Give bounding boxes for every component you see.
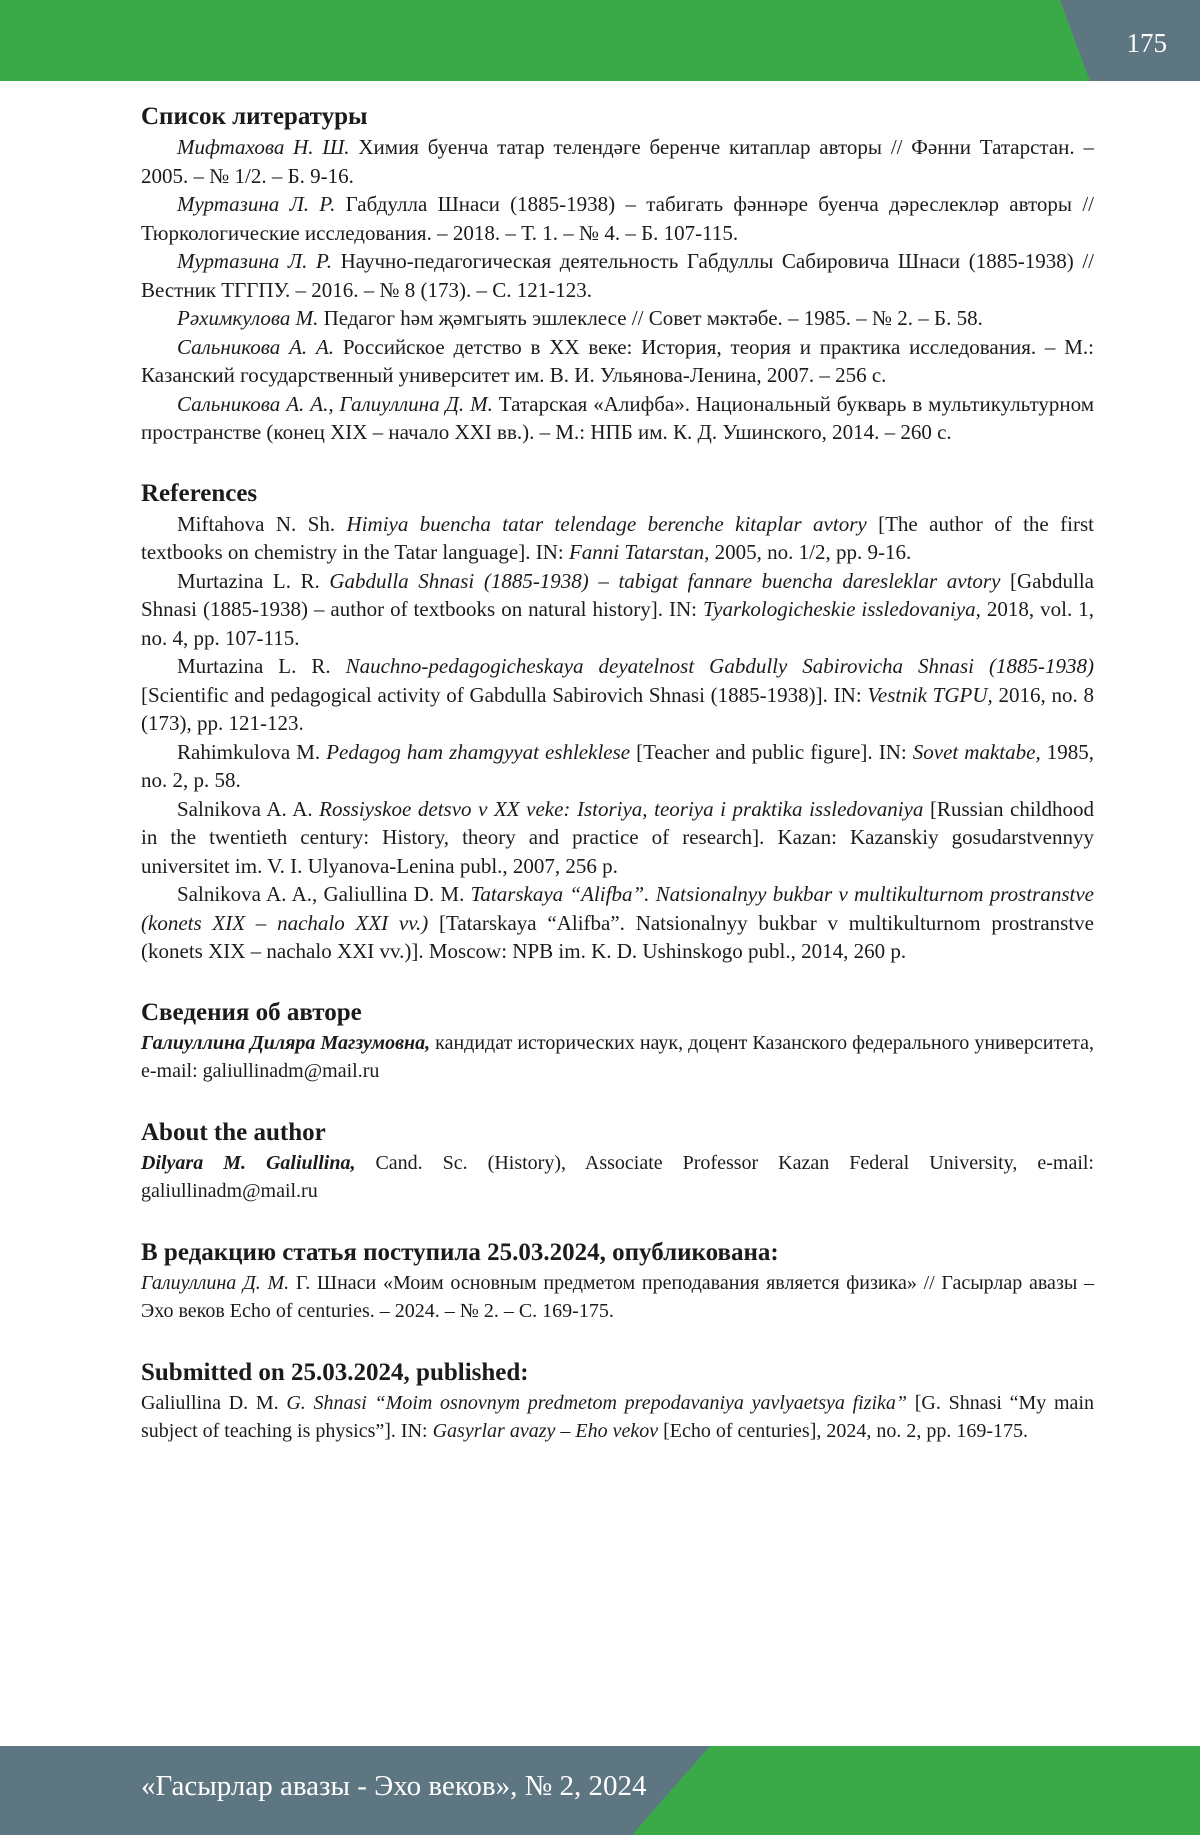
list-item: Salnikova A. A. Rossiyskoe detsvo v XX veke: Istoriya, teoriya i praktika issledovaniya [Russian childhood in the twentieth century: History, theory and practice of research]. Kazan: Kazanskiy gosudarstvennyy universitet im. V. I. Ulyanova-Lenina publ., 2007, 256 p. (141, 796, 1094, 878)
list-item: Rahimkulova M. Pedagog ham zhamgyyat eshleklese [Teacher and public figure]. IN: Sovet maktabe, 1985, no. 2, p. 58. (141, 739, 1095, 792)
header-bar (0, 0, 1200, 81)
citation-en: Galiullina D. M. G. Shnasi “Moim osnovnym predmetom prepodavaniya yavlyaetsya fizika” [G. Shnasi “My main subject of teaching is physics”]. IN: Gasyrlar avazy – Eho vekov [Echo of centuries], 2024, no. 2, pp. 169-175. (141, 1391, 1094, 1442)
references-en (141, 477, 1094, 966)
references-ru (141, 100, 1094, 447)
list-item: Сальникова А. А., Галиуллина Д. М. Татарская «Алифба». Национальный букварь в мультикультурном пространстве (конец XIX – начало XXI вв.). – М.: НПБ им. К. Д. Ушинского, 2014. – 260 с. (141, 391, 1094, 444)
list-item: Miftahova N. Sh. Himiya buencha tatar telendage berenche kitaplar avtory [The author of the first textbooks on chemistry in the Tatar language]. IN: Fanni Tatarstan, 2005, no. 1/2, pp. 9-16. (141, 511, 1094, 564)
list-item: Murtazina L. R. Gabdulla Shnasi (1885-1938) – tabigat fannare buencha daresleklar avtory [Gabdulla Shnasi (1885-1938) – author of textbooks on natural history]. IN: Tyarkologicheskie issledovaniya, 2018, vol. 1, no. 4, pp. 107-115. (141, 568, 1094, 650)
list-item: Муртазина Л. Р. Габдулла Шнаси (1885-1938) – табигать фәннәре буенча дәреслекләр авторы // Тюркологические исследования. – 2018. – Т. 1. – № 4. – Б. 107-115. (141, 192, 1094, 245)
author-info-en (141, 1116, 1094, 1206)
page-content (141, 100, 1094, 1446)
author-info-ru-title: Сведения об авторе (141, 998, 362, 1026)
list-item: Муртазина Л. Р. Научно-педагогическая деятельность Габдуллы Сабировича Шнаси (1885-1938) // Вестник ТГГПУ. – 2016. – № 8 (173). – С. 121-123. (141, 249, 1094, 302)
author-info-en-text: Dilyara M. Galiullina, Cand. Sc. (History), Associate Professor Kazan Federal University, e-mail: galiullinadm@mail.ru (141, 1151, 1094, 1202)
list-item: Murtazina L. R. Nauchno-pedagogicheskaya deyatelnost Gabdully Sabirovicha Shnasi (1885-1938) [Scientific and pedagogical activity of Gabdulla Sabirovich Shnasi (1885-1938)]. IN: Vestnik TGPU, 2016, no. 8 (173), pp. 121-123. (141, 654, 1094, 735)
page-number: 175 (1126, 28, 1167, 58)
list-item: Рәхимкулова М. Педагог һәм җәмгыять эшлеклесе // Совет мәктәбе. – 1985. – № 2. – Б. 58. (177, 306, 983, 330)
footer-journal-title: «Гасырлар авазы - Эхо веков», № 2, 2024 (141, 1770, 647, 1802)
citation-ru: Галиуллина Д. М. Г. Шнаси «Моим основным предметом преподавания является физика» // Гасырлар авазы – Эхо веков Echo of centuries. – 2024. – № 2. – С. 169-175. (141, 1271, 1095, 1322)
submitted-en-title: Submitted on 25.03.2024, published: (141, 1358, 529, 1386)
author-info-en-title: About the author (141, 1118, 326, 1146)
submitted-ru-title: В редакцию статья поступила 25.03.2024, опубликована: (141, 1238, 779, 1266)
references-en-title: References (141, 479, 258, 507)
references-ru-title: Список литературы (141, 103, 368, 130)
author-info-ru-text: Галиуллина Диляра Магзумовна, кандидат исторических наук, доцент Казанского федерального университета, e-mail: galiullinadm@mail.ru (141, 1031, 1094, 1082)
submitted-en (141, 1356, 1094, 1446)
list-item: Мифтахова Н. Ш. Химия буенча татар телендәге беренче китаплар авторы // Фәнни Татарстан. – 2005. – № 1/2. – Б. 9-16. (141, 135, 1094, 188)
list-item: Сальникова А. А. Российское детство в XX веке: История, теория и практика исследования. – М.: Казанский государственный университет им. В. И. Ульянова-Ленина, 2007. – 256 с. (141, 334, 1094, 387)
list-item: Salnikova A. A., Galiullina D. M. Tatarskaya “Alifba”. Natsionalnyy bukbar v multikulturnom prostranstve (konets XIX – nachalo XXI vv.) [Tatarskaya “Alifba”. Natsionalnyy bukbar v multikulturnom prostranstve (konets XIX – nachalo XXI vv.)]. Moscow: NPB im. K. D. Ushinskogo publ., 2014, 260 p. (141, 882, 1095, 963)
author-info-ru (141, 996, 1094, 1086)
submitted-ru (141, 1236, 1094, 1326)
